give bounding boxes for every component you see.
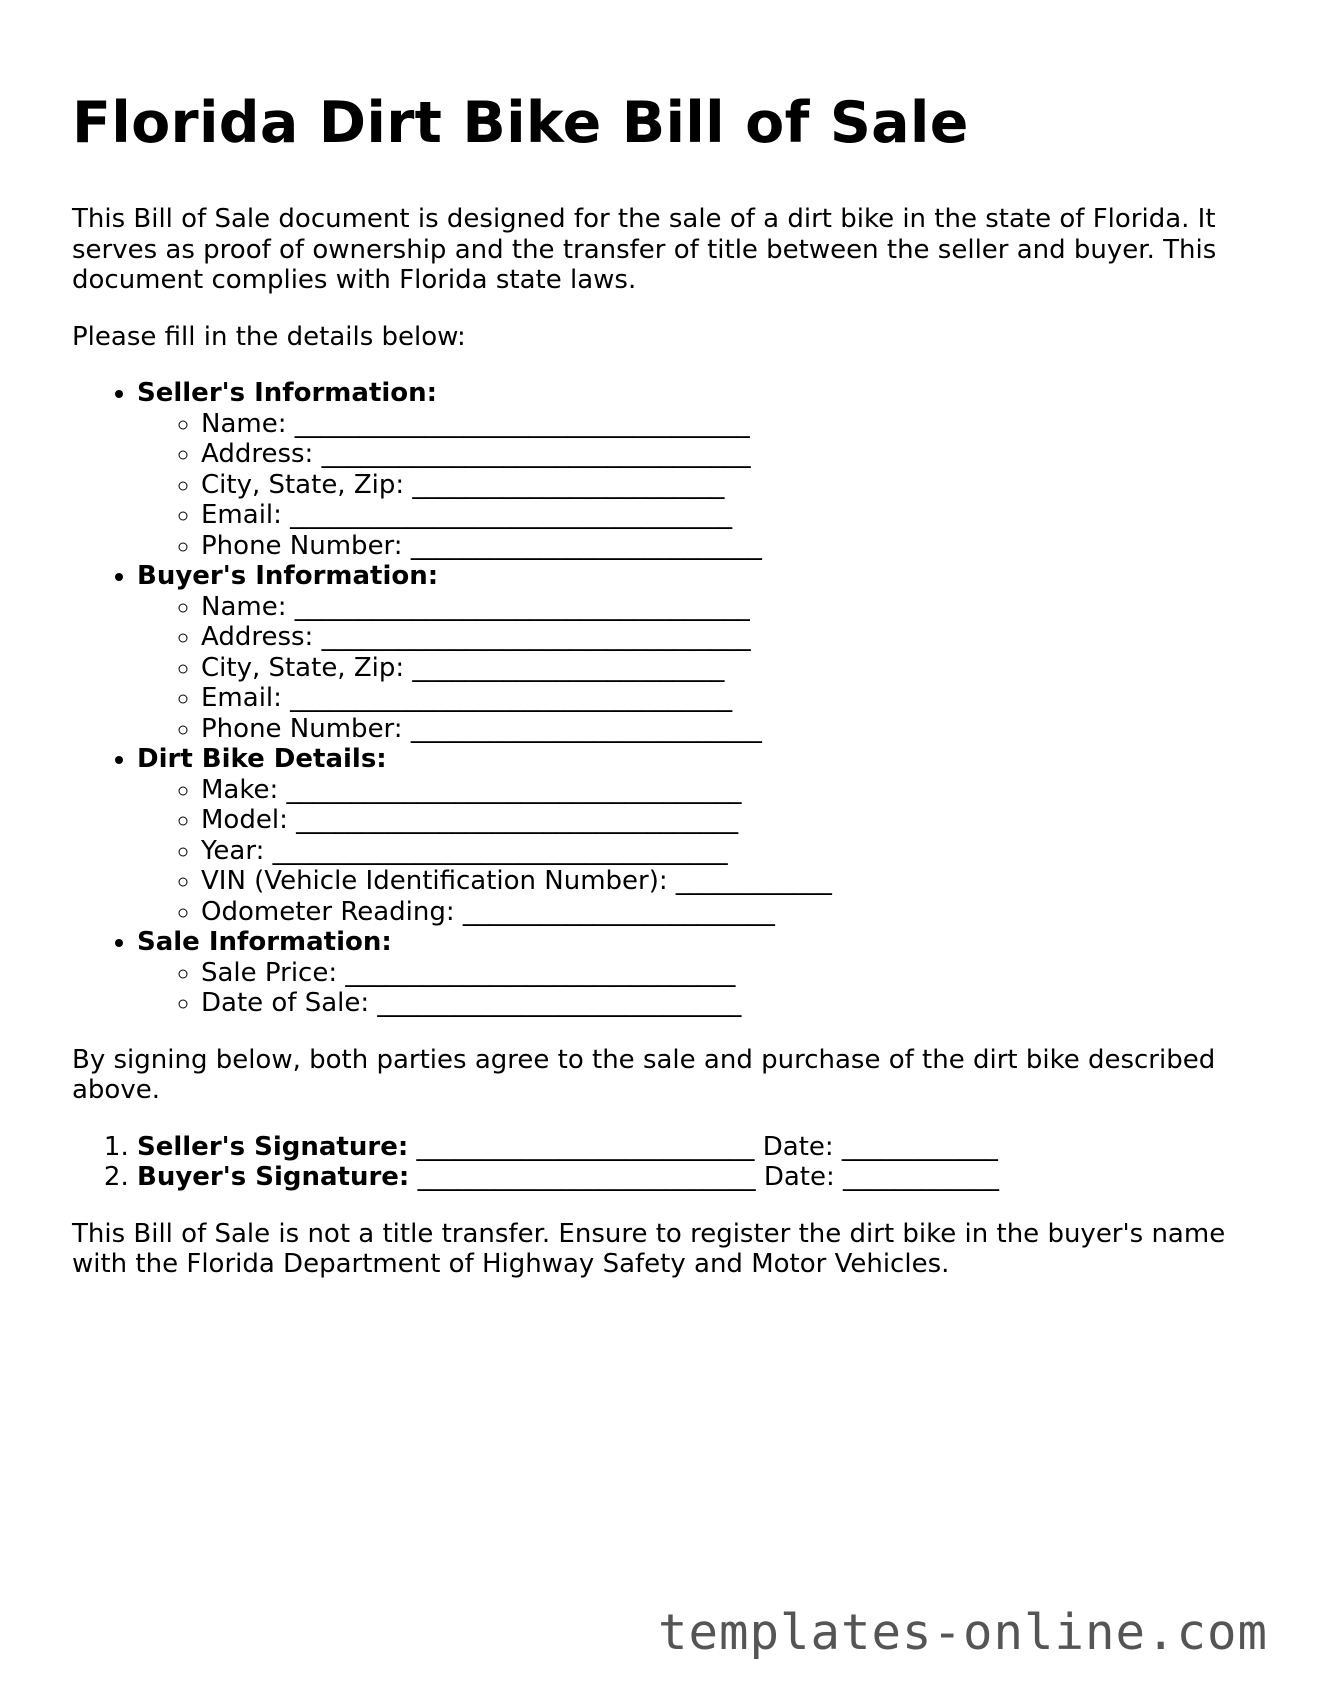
buyer-signature-line — [137, 1162, 1252, 1193]
section-title: Sale Information: — [137, 927, 392, 957]
signature-blank: __________________________ Date: ____________ — [408, 1131, 998, 1162]
seller-city-state-zip-field: ◦ City, State, Zip: ________________________ — [201, 470, 1252, 501]
sale-price-field: ◦ Sale Price: ______________________________ — [201, 958, 1252, 989]
footer-note: This Bill of Sale is not a title transfer. Ensure to register the dirt bike in the buyer's name with the Florida Department of Highway Safety and Motor Vehicles. — [72, 1218, 1226, 1279]
buyer-phone-field: ◦ Phone Number: ___________________________ — [201, 714, 1252, 745]
signature-label: Buyer's Signature: — [137, 1162, 410, 1192]
fill-in-prompt: Please fill in the details below: — [72, 321, 466, 352]
bike-make-field: ◦ Make: ___________________________________ — [201, 775, 1252, 806]
bike-model-field: ◦ Model: __________________________________ — [201, 805, 1252, 836]
section-title: Seller's Information: — [137, 378, 438, 408]
bike-vin-field: ◦ VIN (Vehicle Identification Number): ____________ — [201, 866, 1252, 897]
intro-paragraph: This Bill of Sale document is designed for the sale of a dirt bike in the state of Florida. It serves as proof of ownership and the transfer of title between the seller and buyer. This document complies with Florida state laws. — [72, 204, 1217, 295]
bike-year-field: ◦ Year: ___________________________________ — [201, 836, 1252, 867]
form-sections-list — [72, 378, 1252, 1019]
section-sale-information — [137, 927, 1252, 1019]
document-page — [72, 88, 1252, 1280]
document-title: Florida Dirt Bike Bill of Sale — [72, 90, 969, 156]
signature-blank: __________________________ Date: ____________ — [409, 1162, 1000, 1192]
seller-phone-field: ◦ Phone Number: ___________________________ — [201, 531, 1252, 562]
seller-name-field: ◦ Name: ___________________________________ — [201, 409, 1252, 440]
bike-fields-list — [137, 775, 1252, 928]
section-buyer-information — [137, 561, 1252, 744]
seller-email-field: ◦ Email: __________________________________ — [201, 500, 1252, 531]
buyer-fields-list — [137, 592, 1252, 745]
agreement-paragraph: By signing below, both parties agree to the sale and purchase of the dirt bike described above. — [72, 1044, 1216, 1105]
buyer-name-field: ◦ Name: ___________________________________ — [201, 592, 1252, 623]
buyer-address-field: ◦ Address: _________________________________ — [201, 622, 1252, 653]
sale-date-field: ◦ Date of Sale: ____________________________ — [201, 988, 1252, 1019]
watermark: templates-online.com — [657, 1604, 1268, 1661]
bike-odometer-field: ◦ Odometer Reading: ________________________ — [201, 897, 1252, 928]
section-title: Buyer's Information: — [137, 561, 439, 591]
section-seller-information — [137, 378, 1252, 561]
seller-signature-line — [137, 1132, 1252, 1163]
section-dirt-bike-details — [137, 744, 1252, 927]
sale-fields-list — [137, 958, 1252, 1019]
seller-address-field: ◦ Address: _________________________________ — [201, 439, 1252, 470]
buyer-city-state-zip-field: ◦ City, State, Zip: ________________________ — [201, 653, 1252, 684]
buyer-email-field: ◦ Email: __________________________________ — [201, 683, 1252, 714]
seller-fields-list — [137, 409, 1252, 562]
signature-label: Seller's Signature: — [137, 1131, 409, 1162]
signatures-list — [72, 1132, 1252, 1193]
section-title: Dirt Bike Details: — [137, 744, 387, 774]
